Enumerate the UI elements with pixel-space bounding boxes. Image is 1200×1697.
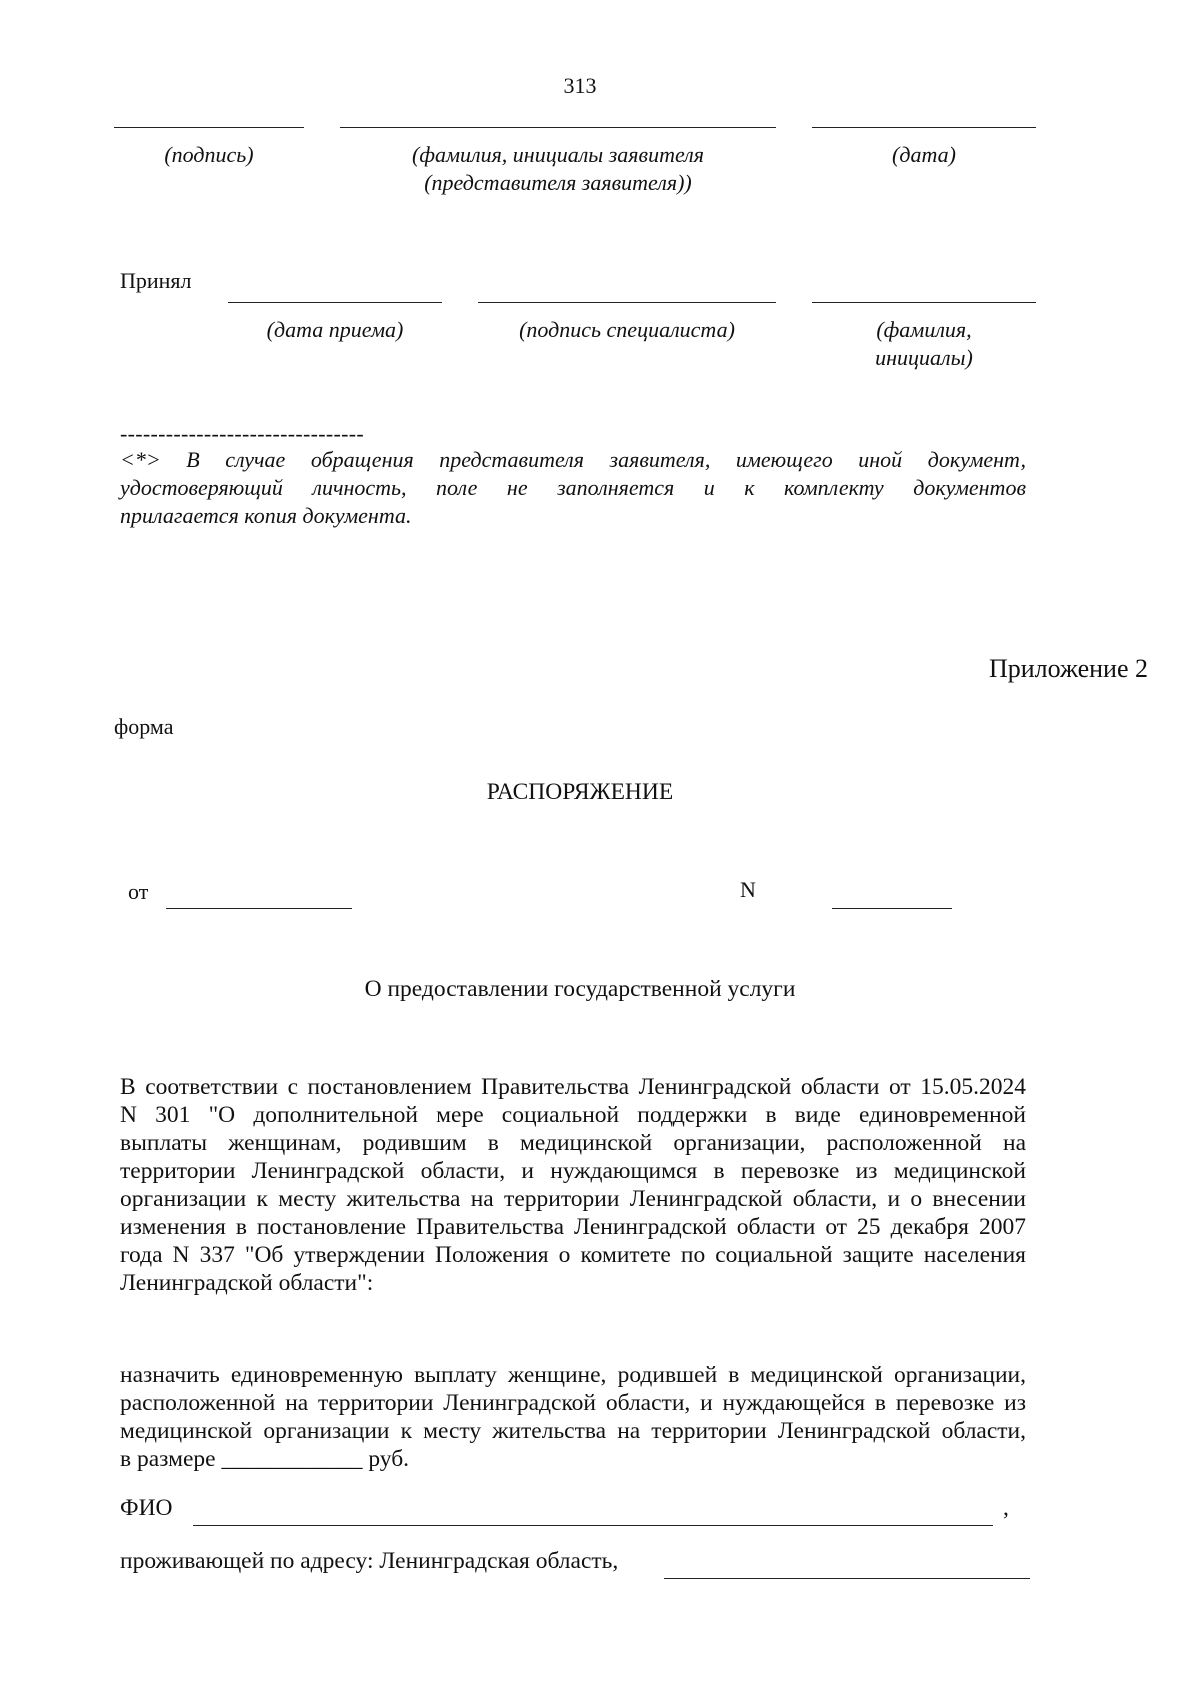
preamble-line: территории Ленинградской области, и нуждающимся в перевозке из медицинской [120, 1158, 1026, 1184]
preamble-line: года N 337 "Об утверждении Положения о комитете по социальной защите населения [120, 1242, 1026, 1268]
document-title: РАСПОРЯЖЕНИЕ [486, 779, 674, 805]
form-label: форма [114, 714, 174, 739]
decision-paragraph [120, 1361, 1026, 1473]
fio-label: ФИО [120, 1495, 173, 1521]
decision-line: расположенной на территории Ленинградской области, и нуждающейся в перевозке из [120, 1390, 1026, 1416]
signature-line [114, 127, 304, 128]
amount-currency: руб. [368, 1446, 410, 1472]
accepted-label: Принял [120, 268, 192, 293]
number-label: N [740, 877, 756, 902]
applicant-name-line [340, 127, 776, 128]
applicant-name-caption-line1: (фамилия, инициалы заявителя [412, 142, 704, 167]
preamble-line: выплаты женщинам, родившим в медицинской организации, расположенной на [120, 1130, 1026, 1156]
from-label: от [128, 879, 149, 904]
acceptance-date-caption: (дата приема) [266, 317, 404, 342]
preamble-line: Ленинградской области": [120, 1270, 374, 1296]
preamble-line: В соответствии с постановлением Правительства Ленинградской области от 15.05.2024 [120, 1074, 1026, 1100]
footnote-text [120, 446, 1026, 530]
order-number-line [832, 908, 952, 909]
fio-line [193, 1525, 993, 1526]
footnote-line: <*> В случае обращения представителя заявителя, имеющего иной документ, [120, 447, 1026, 472]
footnote-line: прилагается копия документа. [120, 503, 412, 528]
footnote-separator: -------------------------------- [120, 421, 365, 446]
specialist-name-line [812, 302, 1036, 303]
address-line [664, 1578, 1030, 1579]
appendix-title: Приложение 2 [988, 654, 1148, 683]
signature-caption: (подпись) [164, 142, 254, 167]
address-label: проживающей по адресу: Ленинградская область, [120, 1548, 619, 1574]
footnote-line: удостоверяющий личность, поле не заполняется и к комплекту документов [120, 475, 1026, 500]
specialist-signature-line [478, 302, 776, 303]
applicant-name-caption-line2: (представителя заявителя)) [424, 170, 692, 195]
specialist-name-caption-line1: (фамилия, [876, 317, 972, 342]
decision-line: медицинской организации к месту жительства на территории Ленинградской области, [120, 1418, 1026, 1444]
date-line [812, 127, 1036, 128]
preamble-line: организации к месту жительства на территории Ленинградской области, и о внесении [120, 1186, 1026, 1212]
fio-comma: , [1003, 1495, 1009, 1521]
date-caption: (дата) [892, 142, 956, 167]
order-subject: О предоставлении государственной услуги [364, 976, 796, 1002]
preamble-paragraph [120, 1073, 1026, 1297]
decision-line: назначить единовременную выплату женщине, родившей в медицинской организации, [120, 1362, 1026, 1388]
page-number: 313 [563, 73, 597, 98]
payment-amount-line [120, 1445, 1026, 1473]
amount-prefix: в размере [120, 1446, 216, 1472]
acceptance-date-line [228, 302, 442, 303]
specialist-signature-caption: (подпись специалиста) [519, 317, 735, 342]
specialist-name-caption [812, 316, 1036, 372]
applicant-name-caption [340, 141, 776, 197]
order-date-line [166, 908, 352, 909]
preamble-line: N 301 "О дополнительной мере социальной поддержки в виде единовременной [120, 1102, 1026, 1128]
amount-blank: ____________ [221, 1446, 363, 1472]
specialist-name-caption-line2: инициалы) [875, 345, 973, 370]
preamble-line: изменения в постановление Правительства Ленинградской области от 25 декабря 2007 [120, 1214, 1026, 1240]
